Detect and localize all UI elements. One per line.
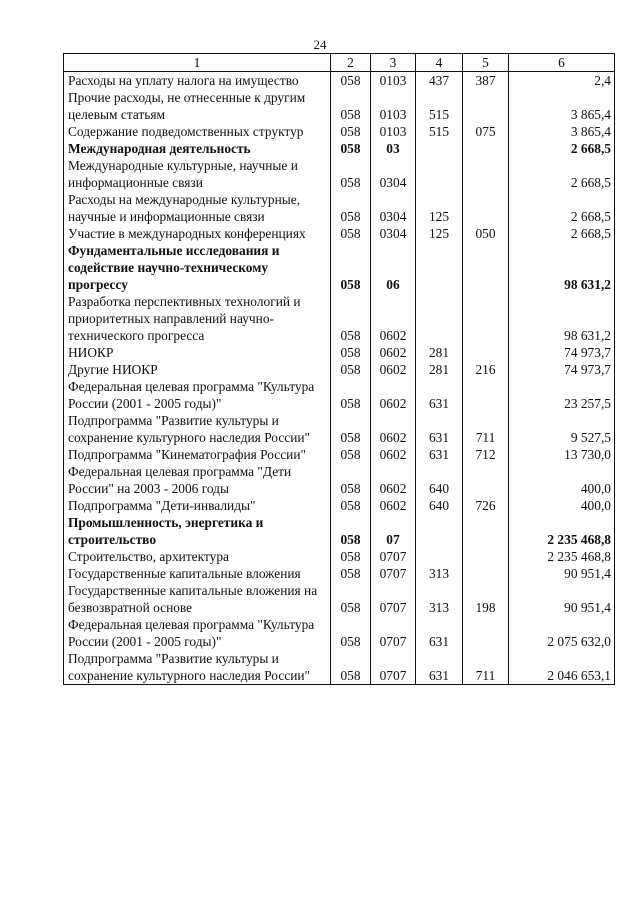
row-target-code-cell: 631 xyxy=(416,650,463,685)
row-target-code-cell: 631 xyxy=(416,378,463,412)
row-amount-cell: 90 951,4 xyxy=(509,582,615,616)
row-ministry-code-cell: 058 xyxy=(331,497,371,514)
row-ministry-code-cell: 058 xyxy=(331,412,371,446)
header-row xyxy=(64,54,615,72)
row-amount-cell: 90 951,4 xyxy=(509,565,615,582)
row-section-code-cell: 0602 xyxy=(371,361,416,378)
row-amount-cell: 2 668,5 xyxy=(509,225,615,242)
row-name-cell: Государственные капитальные вложения на безвозвратной основе xyxy=(64,582,331,616)
row-expense-type-cell xyxy=(463,344,509,361)
row-amount-cell: 98 631,2 xyxy=(509,293,615,344)
table-row xyxy=(64,72,615,90)
row-amount-cell: 2 668,5 xyxy=(509,191,615,225)
row-section-code-cell: 0304 xyxy=(371,157,416,191)
row-ministry-code-cell: 058 xyxy=(331,123,371,140)
row-section-code-cell: 0707 xyxy=(371,548,416,565)
row-section-code-cell: 0103 xyxy=(371,123,416,140)
row-expense-type-cell xyxy=(463,565,509,582)
row-ministry-code-cell: 058 xyxy=(331,72,371,90)
row-expense-type-cell xyxy=(463,157,509,191)
row-amount-cell: 400,0 xyxy=(509,497,615,514)
row-expense-type-cell: 711 xyxy=(463,412,509,446)
row-ministry-code-cell: 058 xyxy=(331,378,371,412)
row-section-code-cell: 0602 xyxy=(371,446,416,463)
table-row xyxy=(64,123,615,140)
row-expense-type-cell xyxy=(463,548,509,565)
row-target-code-cell: 640 xyxy=(416,463,463,497)
row-name-cell: Подпрограмма "Развитие культуры и сохранение культурного наследия России" xyxy=(64,650,331,685)
row-amount-cell: 2 668,5 xyxy=(509,157,615,191)
row-amount-cell: 2 046 653,1 xyxy=(509,650,615,685)
row-expense-type-cell xyxy=(463,378,509,412)
row-target-code-cell: 313 xyxy=(416,582,463,616)
row-section-code-cell: 03 xyxy=(371,140,416,157)
row-target-code-cell: 125 xyxy=(416,225,463,242)
header-col-5: 5 xyxy=(463,54,509,72)
row-ministry-code-cell: 058 xyxy=(331,616,371,650)
table-row xyxy=(64,463,615,497)
row-amount-cell: 98 631,2 xyxy=(509,242,615,293)
row-section-code-cell: 0602 xyxy=(371,378,416,412)
row-name-cell: Федеральная целевая программа "Культура России (2001 - 2005 годы)" xyxy=(64,616,331,650)
row-target-code-cell: 281 xyxy=(416,361,463,378)
table-row xyxy=(64,378,615,412)
row-amount-cell: 2 235 468,8 xyxy=(509,514,615,548)
row-ministry-code-cell: 058 xyxy=(331,514,371,548)
row-amount-cell: 23 257,5 xyxy=(509,378,615,412)
row-section-code-cell: 0602 xyxy=(371,412,416,446)
table-row xyxy=(64,361,615,378)
row-target-code-cell: 437 xyxy=(416,72,463,90)
row-section-code-cell: 0304 xyxy=(371,225,416,242)
row-name-cell: Прочие расходы, не отнесенные к другим целевым статьям xyxy=(64,89,331,123)
row-name-cell: Участие в международных конференциях xyxy=(64,225,331,242)
row-target-code-cell xyxy=(416,548,463,565)
row-amount-cell: 2 668,5 xyxy=(509,140,615,157)
table-row xyxy=(64,582,615,616)
row-name-cell: Строительство, архитектура xyxy=(64,548,331,565)
row-target-code-cell: 313 xyxy=(416,565,463,582)
table-row xyxy=(64,497,615,514)
row-target-code-cell: 281 xyxy=(416,344,463,361)
row-name-cell: Другие НИОКР xyxy=(64,361,331,378)
row-name-cell: Подпрограмма "Кинематография России" xyxy=(64,446,331,463)
row-name-cell: НИОКР xyxy=(64,344,331,361)
row-name-cell: Международная деятельность xyxy=(64,140,331,157)
row-target-code-cell: 631 xyxy=(416,446,463,463)
row-target-code-cell xyxy=(416,157,463,191)
row-target-code-cell: 640 xyxy=(416,497,463,514)
table-row xyxy=(64,548,615,565)
row-amount-cell: 9 527,5 xyxy=(509,412,615,446)
row-name-cell: Содержание подведомственных структур xyxy=(64,123,331,140)
row-expense-type-cell xyxy=(463,463,509,497)
budget-table xyxy=(63,53,615,685)
row-ministry-code-cell: 058 xyxy=(331,89,371,123)
header-col-1: 1 xyxy=(64,54,331,72)
row-target-code-cell xyxy=(416,140,463,157)
row-ministry-code-cell: 058 xyxy=(331,242,371,293)
row-expense-type-cell xyxy=(463,140,509,157)
row-expense-type-cell: 726 xyxy=(463,497,509,514)
row-section-code-cell: 0103 xyxy=(371,89,416,123)
row-section-code-cell: 0602 xyxy=(371,293,416,344)
row-section-code-cell: 07 xyxy=(371,514,416,548)
header-col-2: 2 xyxy=(331,54,371,72)
row-ministry-code-cell: 058 xyxy=(331,361,371,378)
row-section-code-cell: 0707 xyxy=(371,582,416,616)
table-row xyxy=(64,344,615,361)
row-amount-cell: 74 973,7 xyxy=(509,344,615,361)
row-target-code-cell: 631 xyxy=(416,412,463,446)
row-ministry-code-cell: 058 xyxy=(331,293,371,344)
row-name-cell: Подпрограмма "Развитие культуры и сохранение культурного наследия России" xyxy=(64,412,331,446)
row-expense-type-cell: 050 xyxy=(463,225,509,242)
row-expense-type-cell xyxy=(463,616,509,650)
row-amount-cell: 2 235 468,8 xyxy=(509,548,615,565)
row-expense-type-cell xyxy=(463,514,509,548)
table-row xyxy=(64,225,615,242)
row-ministry-code-cell: 058 xyxy=(331,565,371,582)
row-expense-type-cell: 198 xyxy=(463,582,509,616)
row-name-cell: Расходы на уплату налога на имущество xyxy=(64,72,331,90)
row-target-code-cell: 125 xyxy=(416,191,463,225)
row-section-code-cell: 0707 xyxy=(371,616,416,650)
row-amount-cell: 74 973,7 xyxy=(509,361,615,378)
row-section-code-cell: 0602 xyxy=(371,497,416,514)
row-target-code-cell xyxy=(416,514,463,548)
header-col-3: 3 xyxy=(371,54,416,72)
row-expense-type-cell: 712 xyxy=(463,446,509,463)
table-row xyxy=(64,242,615,293)
row-amount-cell: 2,4 xyxy=(509,72,615,90)
row-ministry-code-cell: 058 xyxy=(331,650,371,685)
row-ministry-code-cell: 058 xyxy=(331,548,371,565)
table-row xyxy=(64,565,615,582)
row-expense-type-cell xyxy=(463,191,509,225)
row-ministry-code-cell: 058 xyxy=(331,225,371,242)
row-expense-type-cell xyxy=(463,293,509,344)
table-row xyxy=(64,446,615,463)
row-amount-cell: 3 865,4 xyxy=(509,89,615,123)
row-target-code-cell: 515 xyxy=(416,89,463,123)
row-section-code-cell: 0707 xyxy=(371,650,416,685)
row-expense-type-cell: 216 xyxy=(463,361,509,378)
row-expense-type-cell: 387 xyxy=(463,72,509,90)
row-name-cell: Подпрограмма "Дети-инвалиды" xyxy=(64,497,331,514)
row-amount-cell: 3 865,4 xyxy=(509,123,615,140)
row-expense-type-cell xyxy=(463,242,509,293)
row-section-code-cell: 0602 xyxy=(371,344,416,361)
table-row xyxy=(64,650,615,685)
table-row xyxy=(64,412,615,446)
row-section-code-cell: 06 xyxy=(371,242,416,293)
table-row xyxy=(64,140,615,157)
row-expense-type-cell xyxy=(463,89,509,123)
row-section-code-cell: 0707 xyxy=(371,565,416,582)
row-ministry-code-cell: 058 xyxy=(331,344,371,361)
row-target-code-cell: 631 xyxy=(416,616,463,650)
table-row xyxy=(64,157,615,191)
header-col-6: 6 xyxy=(509,54,615,72)
row-ministry-code-cell: 058 xyxy=(331,140,371,157)
row-name-cell: Международные культурные, научные и информационные связи xyxy=(64,157,331,191)
table-row xyxy=(64,89,615,123)
row-amount-cell: 400,0 xyxy=(509,463,615,497)
row-target-code-cell xyxy=(416,293,463,344)
row-target-code-cell xyxy=(416,242,463,293)
row-section-code-cell: 0103 xyxy=(371,72,416,90)
table-row xyxy=(64,293,615,344)
row-target-code-cell: 515 xyxy=(416,123,463,140)
row-name-cell: Федеральная целевая программа "Культура России (2001 - 2005 годы)" xyxy=(64,378,331,412)
row-name-cell: Федеральная целевая программа "Дети России" на 2003 - 2006 годы xyxy=(64,463,331,497)
row-ministry-code-cell: 058 xyxy=(331,582,371,616)
row-amount-cell: 13 730,0 xyxy=(509,446,615,463)
row-name-cell: Промышленность, энергетика и строительство xyxy=(64,514,331,548)
table-row xyxy=(64,191,615,225)
row-ministry-code-cell: 058 xyxy=(331,446,371,463)
row-amount-cell: 2 075 632,0 xyxy=(509,616,615,650)
row-section-code-cell: 0304 xyxy=(371,191,416,225)
page-number: 24 xyxy=(313,37,327,52)
header-col-4: 4 xyxy=(416,54,463,72)
table-row xyxy=(64,616,615,650)
row-ministry-code-cell: 058 xyxy=(331,191,371,225)
row-name-cell: Расходы на международные культурные, научные и информационные связи xyxy=(64,191,331,225)
row-expense-type-cell: 075 xyxy=(463,123,509,140)
row-name-cell: Фундаментальные исследования и содействие научно-техническому прогрессу xyxy=(64,242,331,293)
row-name-cell: Разработка перспективных технологий и приоритетных направлений научно-технического прогресса xyxy=(64,293,331,344)
row-name-cell: Государственные капитальные вложения xyxy=(64,565,331,582)
row-ministry-code-cell: 058 xyxy=(331,157,371,191)
row-section-code-cell: 0602 xyxy=(371,463,416,497)
row-ministry-code-cell: 058 xyxy=(331,463,371,497)
table-row xyxy=(64,514,615,548)
row-expense-type-cell: 711 xyxy=(463,650,509,685)
